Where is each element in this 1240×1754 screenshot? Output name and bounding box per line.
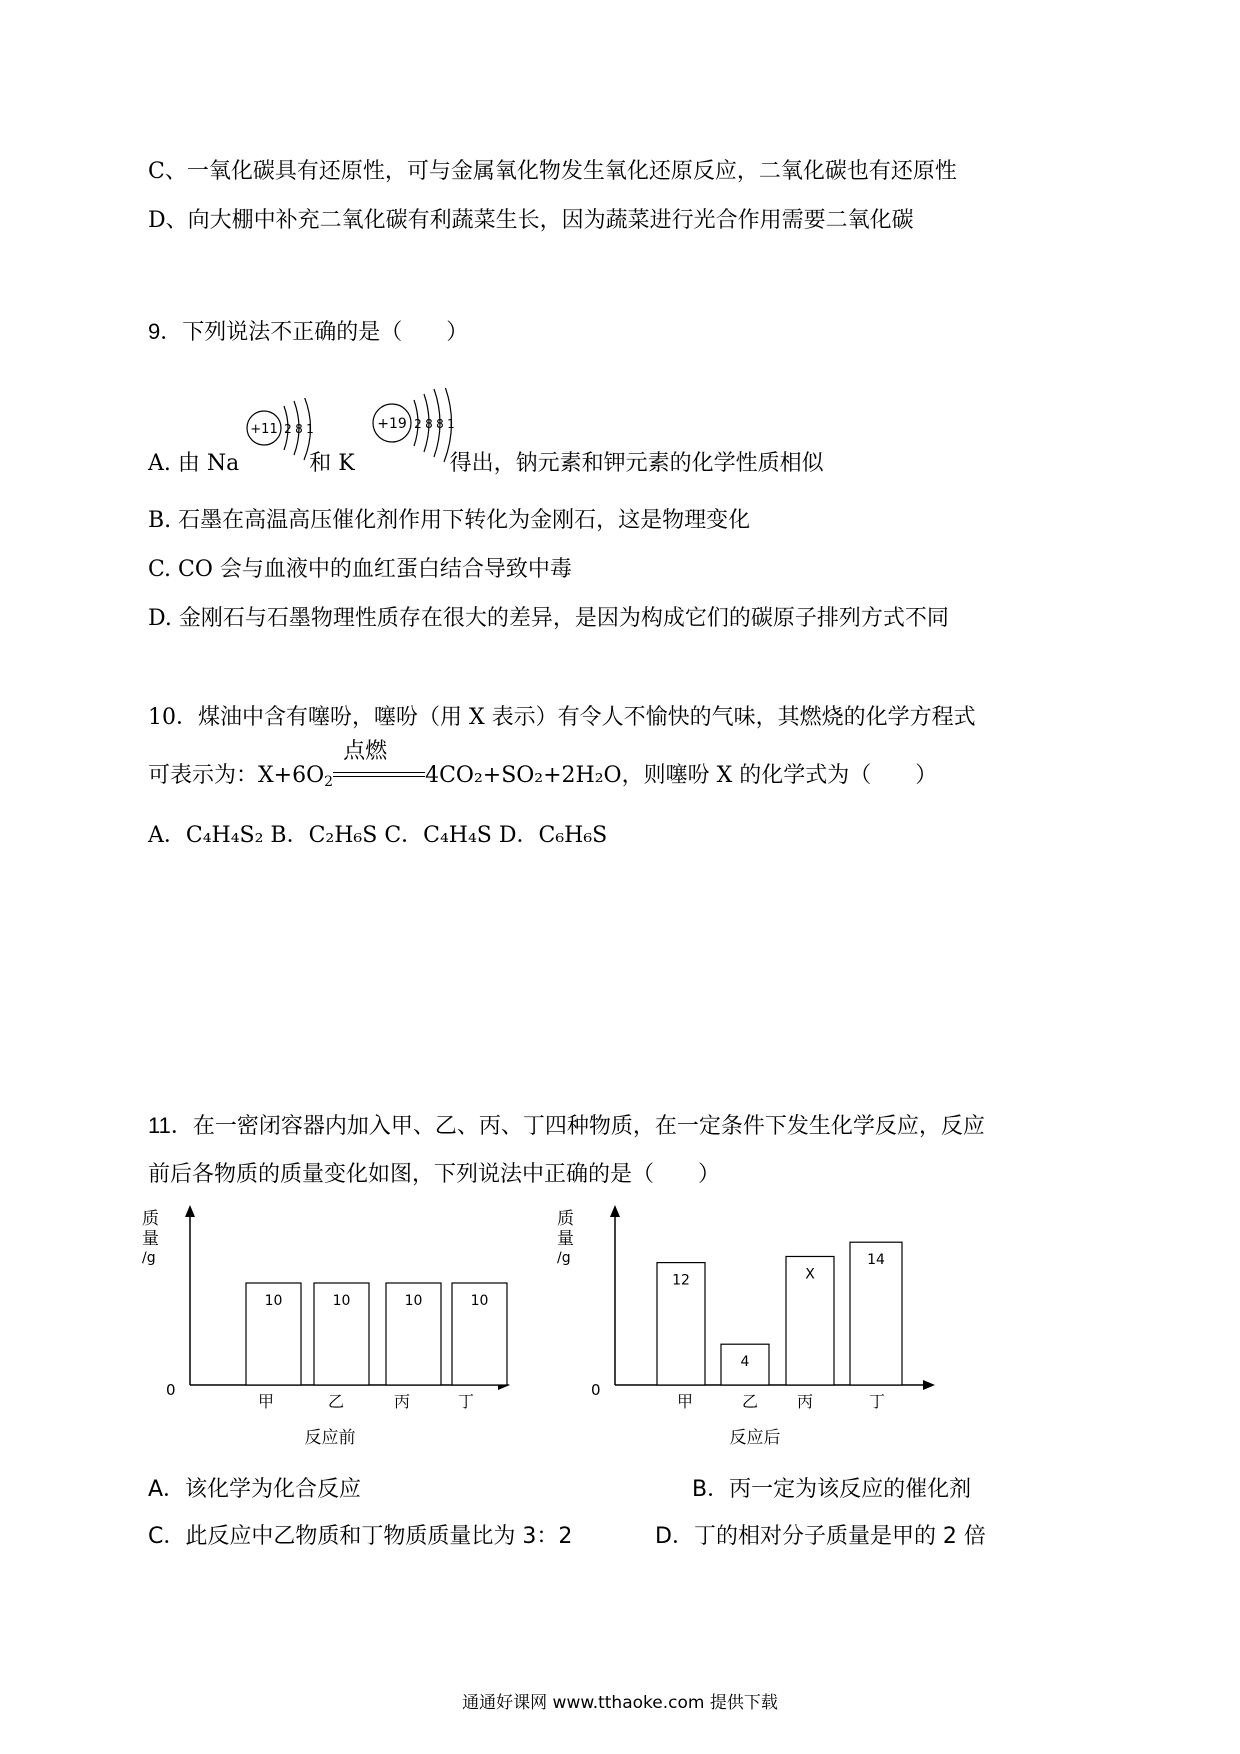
q11-stem-line1: 11．在一密闭容器内加入甲、乙、丙、丁四种物质，在一定条件下发生化学反应，反应 xyxy=(148,1113,985,1138)
q11-option-c: C．此反应中乙物质和丁物质质量比为 3：2 xyxy=(148,1524,573,1549)
q11-option-b: B．丙一定为该反应的催化剂 xyxy=(692,1477,972,1502)
q9-option-a-mid: 和 K xyxy=(309,451,355,476)
bar-value-label: 10 xyxy=(332,1293,351,1309)
q9-option-c: C. CO 会与血液中的血红蛋白结合导致中毒 xyxy=(148,557,572,582)
q9-option-b: B. 石墨在高温高压催化剂作用下转化为金刚石，这是物理变化 xyxy=(148,508,751,533)
k-shell-4: 1 xyxy=(447,417,455,431)
k-shell-2: 8 xyxy=(425,417,433,431)
equation-left: $X+6O_2$ xyxy=(258,763,334,790)
category-label: 甲 xyxy=(676,1392,694,1411)
k-shell-3: 8 xyxy=(436,417,444,431)
bar-value-label: X xyxy=(805,1266,815,1283)
chart-title: 反应前 xyxy=(304,1428,356,1448)
q9-option-a-prefix: A. 由 Na xyxy=(148,451,240,476)
reaction-condition: 点燃 xyxy=(343,739,388,764)
q10-stem-prefix: 可表示为： xyxy=(148,763,259,788)
origin-label: 0 xyxy=(591,1381,601,1399)
chart-before-reaction xyxy=(140,1200,540,1455)
footer-text: 通通好课网 www.tthaoke.com 提供下载 xyxy=(462,1693,778,1713)
origin-label: 0 xyxy=(166,1381,176,1399)
category-label: 乙 xyxy=(741,1392,759,1411)
equation-right: 4CO₂+SO₂+2H₂O xyxy=(425,763,622,788)
q9-option-d: D. 金刚石与石墨物理性质存在很大的差异，是因为构成它们的碳原子排列方式不同 xyxy=(148,606,949,631)
y-axis-label-line1: 质 xyxy=(557,1209,574,1229)
y-axis-arrow xyxy=(610,1205,620,1217)
q8-option-d: D、向大棚中补充二氧化碳有利蔬菜生长，因为蔬菜进行光合作用需要二氧化碳 xyxy=(148,208,914,233)
y-axis-label-line3: /g xyxy=(142,1250,156,1266)
q8-option-c: C、一氧化碳具有还原性，可与金属氧化物发生氧化还原反应，二氧化碳也有还原性 xyxy=(148,159,957,184)
y-axis-label-line2: 量 xyxy=(142,1229,159,1249)
na-shell-2: 8 xyxy=(295,422,303,436)
q9-option-a-suffix: 得出，钠元素和钾元素的化学性质相似 xyxy=(449,451,824,476)
x-axis-arrow xyxy=(923,1380,935,1390)
category-label: 丙 xyxy=(796,1392,814,1411)
reaction-arrow xyxy=(333,739,425,786)
q11-stem-line2: 前后各物质的质量变化如图，下列说法中正确的是（ ） xyxy=(148,1161,721,1186)
y-axis-label-line1: 质 xyxy=(142,1209,159,1229)
category-label: 甲 xyxy=(257,1392,275,1411)
q10-stem-line2 xyxy=(148,739,938,790)
q11-option-a: A．该化学为化合反应 xyxy=(148,1477,362,1502)
category-label: 乙 xyxy=(327,1392,345,1411)
q10-stem-suffix: ，则噻吩 X 的化学式为（ ） xyxy=(621,763,938,788)
k-shell-1: 2 xyxy=(414,417,422,431)
na-shell-1: 2 xyxy=(284,422,292,436)
y-axis-arrow xyxy=(185,1205,195,1217)
chart-after-reaction xyxy=(555,1200,955,1455)
k-nucleus: +19 xyxy=(377,416,407,432)
q11-option-d: D．丁的相对分子质量是甲的 2 倍 xyxy=(655,1524,986,1549)
y-axis-label-line3: /g xyxy=(557,1250,571,1266)
q9-stem: 9．下列说法不正确的是（ ） xyxy=(148,319,469,344)
bar-value-label: 4 xyxy=(740,1354,750,1371)
category-label: 丁 xyxy=(868,1392,886,1411)
category-label: 丙 xyxy=(393,1392,411,1411)
bar-value-label: 10 xyxy=(404,1293,423,1309)
bar-value-label: 10 xyxy=(470,1293,489,1309)
na-shell-3: 1 xyxy=(306,422,314,436)
na-nucleus: +11 xyxy=(250,422,278,437)
q10-options: A．C₄H₄S₂ B．C₂H₆S C．C₄H₄S D．C₆H₆S xyxy=(148,823,608,848)
category-label: 丁 xyxy=(457,1392,475,1411)
bar-value-label: 14 xyxy=(867,1252,885,1269)
y-axis-label-line2: 量 xyxy=(557,1229,574,1249)
potassium-atom-diagram xyxy=(368,388,478,478)
q10-stem-line1: 10．煤油中含有噻吩，噻吩（用 X 表示）有令人不愉快的气味，其燃烧的化学方程式 xyxy=(148,705,976,730)
bar-value-label: 10 xyxy=(264,1293,283,1309)
sodium-atom-diagram xyxy=(240,398,330,478)
bar-value-label: 12 xyxy=(672,1272,690,1289)
chart-title: 反应后 xyxy=(729,1428,781,1448)
